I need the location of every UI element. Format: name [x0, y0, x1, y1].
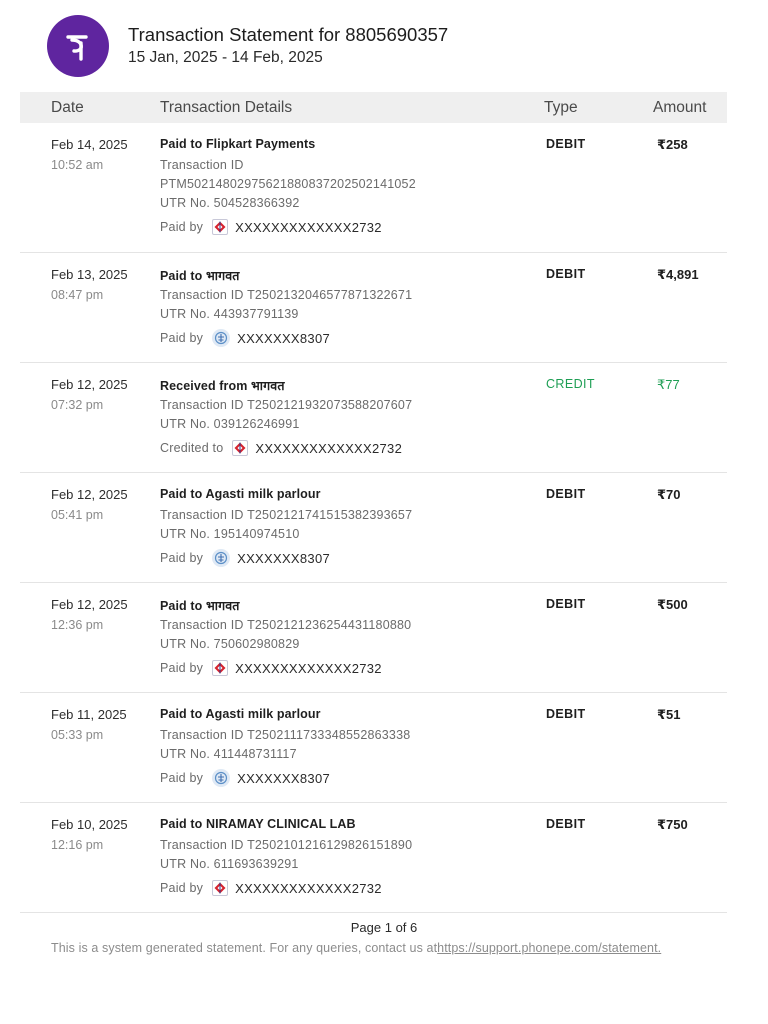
- transaction-date: Feb 13, 2025: [51, 267, 128, 282]
- transaction-time: 05:33 pm: [51, 728, 104, 742]
- footer-note: [51, 941, 661, 955]
- transaction-amount: ₹4,891: [657, 267, 699, 282]
- account-number: XXXXXXXXXXXXX2732: [235, 660, 382, 676]
- paid-by-label: Paid by: [160, 220, 204, 234]
- transaction-date: Feb 12, 2025: [51, 597, 128, 612]
- utr-number: UTR No. 504528366392: [160, 196, 300, 210]
- payment-source: [160, 217, 540, 237]
- utr-number: UTR No. 750602980829: [160, 637, 300, 651]
- transaction-id: Transaction ID T2502132046577871322671: [160, 288, 413, 302]
- bank-red-diamond-icon: [212, 880, 228, 896]
- table-row: [20, 693, 727, 803]
- transaction-time: 08:47 pm: [51, 288, 104, 302]
- transaction-date: Feb 12, 2025: [51, 377, 128, 392]
- transaction-title: Paid to भागवत: [160, 269, 240, 283]
- transaction-id: Transaction ID T2502101216129826151890: [160, 838, 413, 852]
- transaction-date: Feb 14, 2025: [51, 137, 128, 152]
- bank-red-diamond-icon: [212, 219, 228, 235]
- statement-header: [47, 15, 737, 75]
- transaction-date: Feb 12, 2025: [51, 487, 128, 502]
- account-number: XXXXXXX8307: [237, 770, 331, 786]
- utr-number: UTR No. 039126246991: [160, 417, 300, 431]
- table-header: [20, 92, 727, 123]
- transaction-amount: ₹77: [657, 377, 680, 392]
- utr-number: UTR No. 195140974510: [160, 527, 300, 541]
- transaction-amount: ₹750: [657, 817, 688, 832]
- column-header-type: Type: [544, 99, 578, 116]
- statement-title: Transaction Statement for 8805690357: [128, 24, 449, 45]
- transaction-time: 07:32 pm: [51, 398, 104, 412]
- payment-source: [160, 328, 540, 348]
- utr-number: UTR No. 443937791139: [160, 307, 299, 321]
- transaction-amount: ₹51: [657, 707, 681, 722]
- transaction-id-label: Transaction ID: [160, 158, 244, 172]
- transaction-title: Paid to Flipkart Payments: [160, 137, 316, 151]
- utr-number: UTR No. 411448731117: [160, 747, 297, 761]
- transaction-type: DEBIT: [546, 487, 586, 501]
- bank-red-diamond-icon: [232, 440, 248, 456]
- transaction-details: [160, 137, 540, 237]
- transaction-type: DEBIT: [546, 597, 586, 611]
- table-row: [20, 123, 727, 253]
- transaction-date: Feb 11, 2025: [51, 707, 127, 722]
- bank-red-diamond-icon: [212, 660, 228, 676]
- table-row: [20, 473, 727, 583]
- statement-period: 15 Jan, 2025 - 14 Feb, 2025: [128, 49, 323, 66]
- bank-blue-emblem-icon: [212, 769, 230, 787]
- account-number: XXXXXXX8307: [237, 550, 331, 566]
- column-header-date: Date: [51, 99, 84, 116]
- bank-blue-emblem-icon: [212, 549, 230, 567]
- paid-by-label: Paid by: [160, 771, 204, 785]
- transaction-type: CREDIT: [546, 377, 595, 391]
- utr-number: UTR No. 611693639291: [160, 857, 299, 871]
- column-header-amount: Amount: [653, 99, 707, 116]
- transaction-title: Paid to Agasti milk parlour: [160, 707, 321, 721]
- payment-source: [160, 768, 540, 788]
- transaction-details: [160, 707, 540, 788]
- transaction-details: [160, 377, 540, 458]
- payment-source: [160, 548, 540, 568]
- account-number: XXXXXXX8307: [237, 330, 331, 346]
- transaction-title: Paid to Agasti milk parlour: [160, 487, 321, 501]
- transaction-id: Transaction ID T2502121932073588207607: [160, 398, 413, 412]
- paid-by-label: Paid by: [160, 551, 204, 565]
- transaction-time: 12:36 pm: [51, 618, 104, 632]
- transaction-time: 05:41 pm: [51, 508, 104, 522]
- account-number: XXXXXXXXXXXXX2732: [235, 880, 382, 896]
- transaction-title: Paid to भागवत: [160, 599, 240, 613]
- page-indicator: Page 1 of 6: [350, 920, 418, 935]
- transaction-title: Received from भागवत: [160, 379, 285, 393]
- payment-source: [160, 438, 540, 458]
- support-link[interactable]: https://support.phonepe.com/statement.: [437, 941, 662, 955]
- transaction-id: Transaction ID T2502111733348552863338: [160, 728, 411, 742]
- transaction-time: 10:52 am: [51, 158, 104, 172]
- account-number: XXXXXXXXXXXXX2732: [255, 440, 403, 456]
- transaction-type: DEBIT: [546, 817, 586, 831]
- bank-blue-emblem-icon: [212, 329, 230, 347]
- table-row: [20, 583, 727, 693]
- transaction-table: [20, 123, 727, 913]
- credited-to-label: Credited to: [160, 441, 224, 455]
- table-row: [20, 253, 727, 363]
- transaction-id: Transaction ID T2502121741515382393657: [160, 508, 413, 522]
- transaction-id: PTM50214802975621880837202502141052: [160, 177, 416, 191]
- transaction-details: [160, 487, 540, 568]
- table-row: [20, 363, 727, 473]
- transaction-type: DEBIT: [546, 137, 586, 151]
- paid-by-label: Paid by: [160, 661, 204, 675]
- transaction-details: [160, 817, 540, 898]
- transaction-date: Feb 10, 2025: [51, 817, 128, 832]
- transaction-type: DEBIT: [546, 267, 586, 281]
- column-header-details: Transaction Details: [160, 99, 293, 116]
- footer-note-text: This is a system generated statement. For any queries, contact us at: [51, 941, 438, 955]
- payment-source: [160, 878, 540, 898]
- transaction-id: Transaction ID T2502121236254431180880: [160, 618, 412, 632]
- transaction-amount: ₹258: [657, 137, 688, 152]
- phonepe-logo-icon: [47, 15, 109, 77]
- transaction-title: Paid to NIRAMAY CLINICAL LAB: [160, 817, 356, 831]
- transaction-details: [160, 267, 540, 348]
- transaction-type: DEBIT: [546, 707, 586, 721]
- account-number: XXXXXXXXXXXXX2732: [235, 219, 382, 235]
- paid-by-label: Paid by: [160, 881, 204, 895]
- paid-by-label: Paid by: [160, 331, 204, 345]
- payment-source: [160, 658, 540, 678]
- transaction-amount: ₹70: [657, 487, 681, 502]
- transaction-time: 12:16 pm: [51, 838, 104, 852]
- table-row: [20, 803, 727, 913]
- transaction-details: [160, 597, 540, 678]
- transaction-amount: ₹500: [657, 597, 688, 612]
